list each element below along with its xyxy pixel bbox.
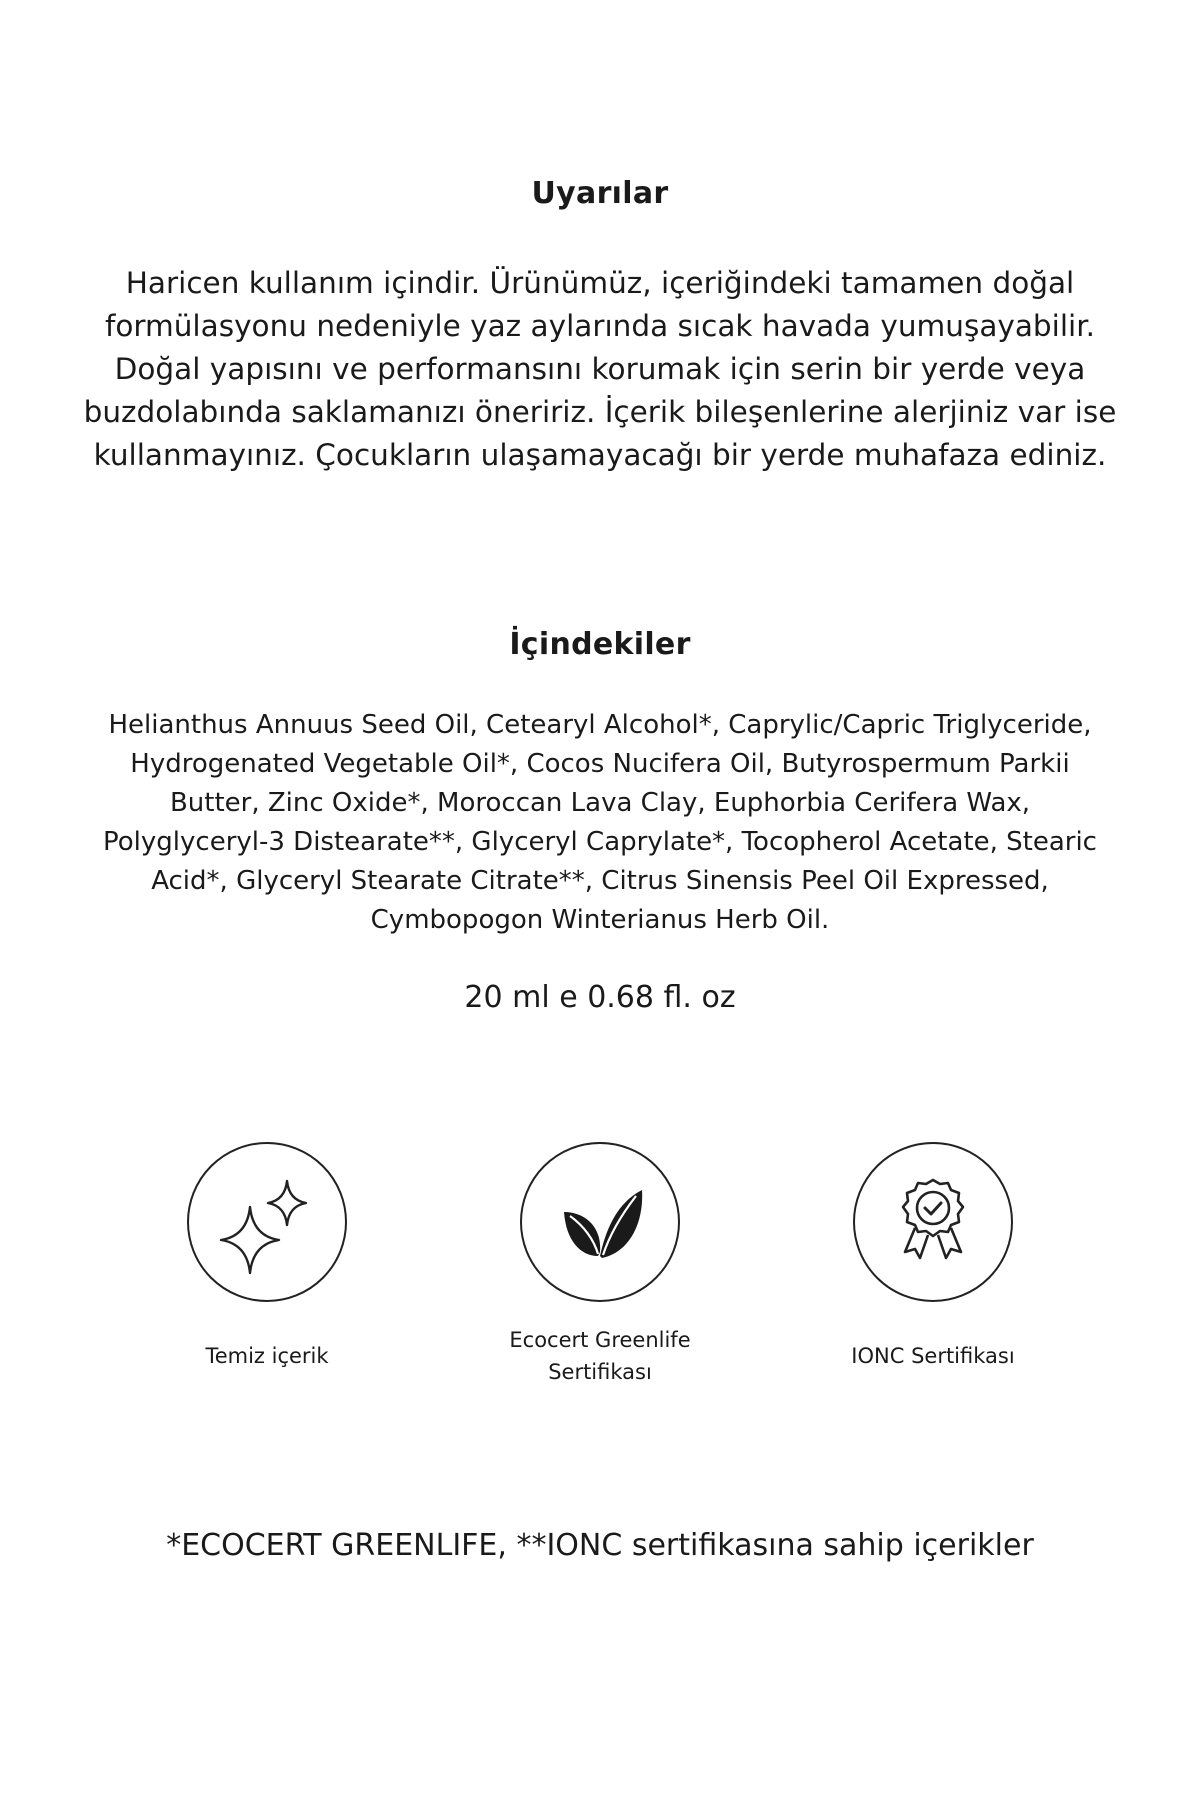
badge-clean-ingredients <box>137 1142 397 1388</box>
badge-label: Ecocert Greenlife Sertifikası <box>509 1328 691 1384</box>
leaf-icon <box>550 1172 650 1272</box>
award-ribbon-icon <box>883 1172 983 1272</box>
badge-label: IONC Sertifikası <box>851 1344 1015 1368</box>
ingredients-title: İçindekiler <box>509 627 691 662</box>
badge-label: Temiz içerik <box>205 1344 329 1368</box>
ingredients-list: Helianthus Annuus Seed Oil, Cetearyl Alcohol*, Caprylic/Capric Triglyceride, Hydrogenated Vegetable Oil*, Cocos Nucifera Oil, Butyrospermum Parkii Butter, Zinc Oxide*, Moroccan Lava Clay, Euphorbia Cerifera Wax, Polyglyceryl-3 Distearate**, Glyceryl Caprylate*, Tocopherol Acetate, Stearic Acid*, Glyceryl Stearate Citrate**, Citrus Sinensis Peel Oil Expressed, Cymbopogon Winterianus Herb Oil. <box>103 710 1097 935</box>
badge-ionc <box>803 1142 1063 1388</box>
warnings-text: Haricen kullanım içindir. Ürünümüz, içeriğindeki tamamen doğal formülasyonu nedeniyle yaz aylarında sıcak havada yumuşayabilir. Doğal yapısını ve performansını korumak için serin bir yerde veya buzdolabında saklamanızı öneririz. İçerik bileşenlerine alerjiniz var ise kullanmayınız. Çocukların ulaşamayacağı bir yerde muhafaza ediniz. <box>83 266 1117 472</box>
certification-footnote: *ECOCERT GREENLIFE, **IONC sertifikasına sahip içerikler <box>166 1528 1034 1563</box>
badge-ecocert <box>470 1142 730 1388</box>
sparkle-icon <box>212 1167 322 1277</box>
product-volume: 20 ml e 0.68 fl. oz <box>464 980 736 1015</box>
badge-circle <box>187 1142 347 1302</box>
badge-circle <box>520 1142 680 1302</box>
warnings-title: Uyarılar <box>531 176 669 211</box>
badge-circle <box>853 1142 1013 1302</box>
